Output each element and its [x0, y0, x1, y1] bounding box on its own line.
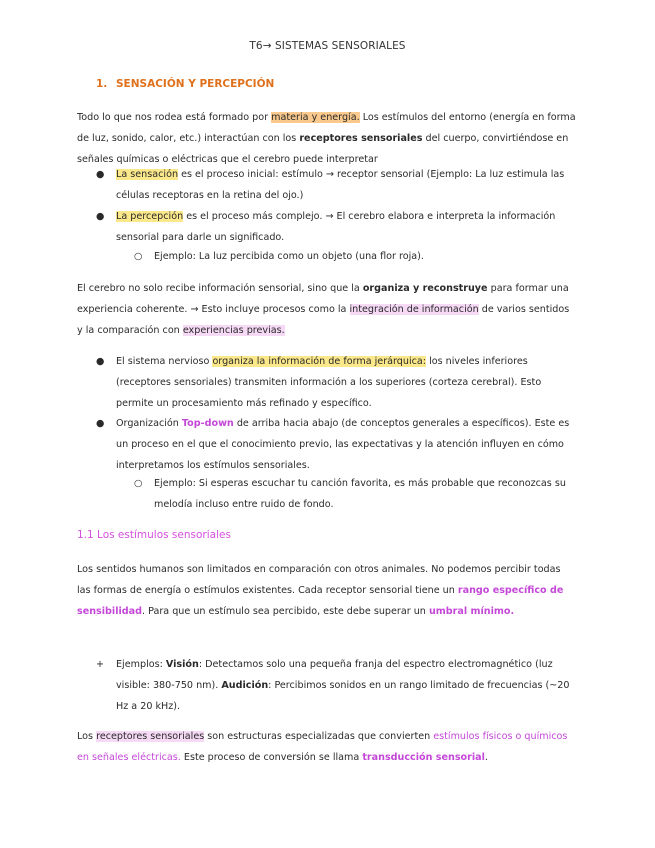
bullet-item-top-down — [116, 413, 578, 476]
bullet-item-percepcion — [116, 206, 578, 248]
text: Todo lo que nos rodea está formado por — [77, 112, 272, 123]
bold-term: Visión — [165, 659, 199, 670]
document-title: T6→ SISTEMAS SENSORIALES — [249, 40, 406, 52]
highlight: integración de información — [349, 304, 479, 315]
pink-term: rango específico de sensibilidad — [77, 585, 564, 617]
text: Los estímulos del entorno (energía en forma de luz, sonido, calor, etc.) interactúan con los — [77, 112, 576, 144]
text: es el proceso inicial: estímulo → receptor sensorial (Ejemplo: La luz estimula las células receptoras en la retina del ojo.) — [116, 169, 565, 201]
text: Los — [77, 731, 97, 742]
text: los niveles inferiores (receptores sensoriales) transmiten información a los superiores (corteza cerebral). Esto permite un procesamiento más refinado y específico. — [116, 356, 542, 409]
text: El sistema nervioso — [116, 356, 213, 367]
intro-paragraph — [77, 107, 577, 170]
paragraph-limitados — [77, 559, 577, 622]
bold-term: organiza y reconstruye — [362, 283, 488, 294]
pink-term: umbral mínimo. — [428, 606, 515, 617]
text: . Para que un estímulo sea percibido, este debe superar un — [142, 606, 429, 617]
text: de arriba hacia abajo (de conceptos generales a específicos). Este es un proceso en el que el conocimiento previo, las expectativas y la atención influyen en cómo interpretamos los estímulos sensoriales. — [116, 418, 570, 471]
bullet-item-sensacion — [116, 164, 578, 206]
text: Organización — [116, 418, 182, 429]
highlight: organiza la información de forma jerárquica: — [212, 356, 427, 367]
pink-term: estímulos físicos o químicos en señales eléctricas. — [77, 731, 568, 763]
text: Este proceso de conversión se llama — [180, 752, 363, 763]
text: Los sentidos humanos son limitados en comparación con otros animales. No podemos percibir todas las formas de energía o estímulos existentes. Cada receptor sensorial tiene un — [77, 564, 561, 596]
bullet-dot: ● — [96, 418, 105, 429]
section-heading-text: SENSACIÓN Y PERCEPCIÓN — [116, 78, 275, 90]
paragraph-cerebro — [77, 278, 577, 341]
text: . — [484, 752, 488, 763]
highlight: materia y energía. — [271, 112, 360, 123]
sub-bullet-circle: ○ — [134, 478, 143, 489]
sub-bullet-circle: ○ — [134, 251, 143, 262]
bullet-dot: ● — [96, 356, 105, 367]
text: El cerebro no solo recibe información sensorial, sino que la — [77, 283, 363, 294]
section-heading-1-1: 1.1 Los estímulos sensoriales — [77, 529, 231, 541]
text: de varios sentidos y la comparación con — [77, 304, 570, 336]
highlight: experiencias previas. — [182, 325, 285, 336]
plus-bullet: + — [96, 659, 105, 670]
text: para formar una experiencia coherente. → Esto incluye procesos como la — [77, 283, 569, 315]
text: : Detectamos solo una pequeña franja del espectro electromagnético (luz visible: 380-750 nm). — [116, 659, 553, 691]
sub-bullet-item: Ejemplo: Si esperas escuchar tu canción favorita, es más probable que reconozcas su melodía incluso entre ruido de fondo. — [154, 478, 566, 510]
pink-term: Top-down — [181, 418, 234, 429]
bullet-dot: ● — [96, 211, 105, 222]
highlight: receptores sensoriales — [96, 731, 205, 742]
text: son estructuras especializadas que convierten — [204, 731, 434, 742]
text: : Percibimos sonidos en un rango limitado de frecuencias (~20 Hz a 20 kHz). — [116, 680, 570, 712]
pink-term: transducción sensorial — [362, 752, 485, 763]
section-heading-1 — [96, 74, 274, 95]
highlight: La percepción — [116, 211, 184, 222]
text: es el proceso más complejo. → El cerebro elabora e interpreta la información sensorial para darle un significado. — [116, 211, 556, 243]
bold-term: receptores sensoriales — [299, 133, 423, 144]
text: del cuerpo, convirtiéndose en señales químicas o eléctricas que el cerebro puede interpretar — [77, 133, 569, 165]
sub-bullet-item: Ejemplo: La luz percibida como un objeto (una flor roja). — [154, 251, 424, 262]
text: Ejemplos: — [116, 659, 166, 670]
bullet-item-jerarquica — [116, 351, 578, 414]
examples-item — [116, 654, 578, 717]
section-number: 1. — [96, 78, 108, 90]
paragraph-receptores — [77, 726, 577, 768]
highlight: La sensación — [116, 169, 179, 180]
bold-term: Audición — [221, 680, 269, 691]
bullet-dot: ● — [96, 169, 105, 180]
